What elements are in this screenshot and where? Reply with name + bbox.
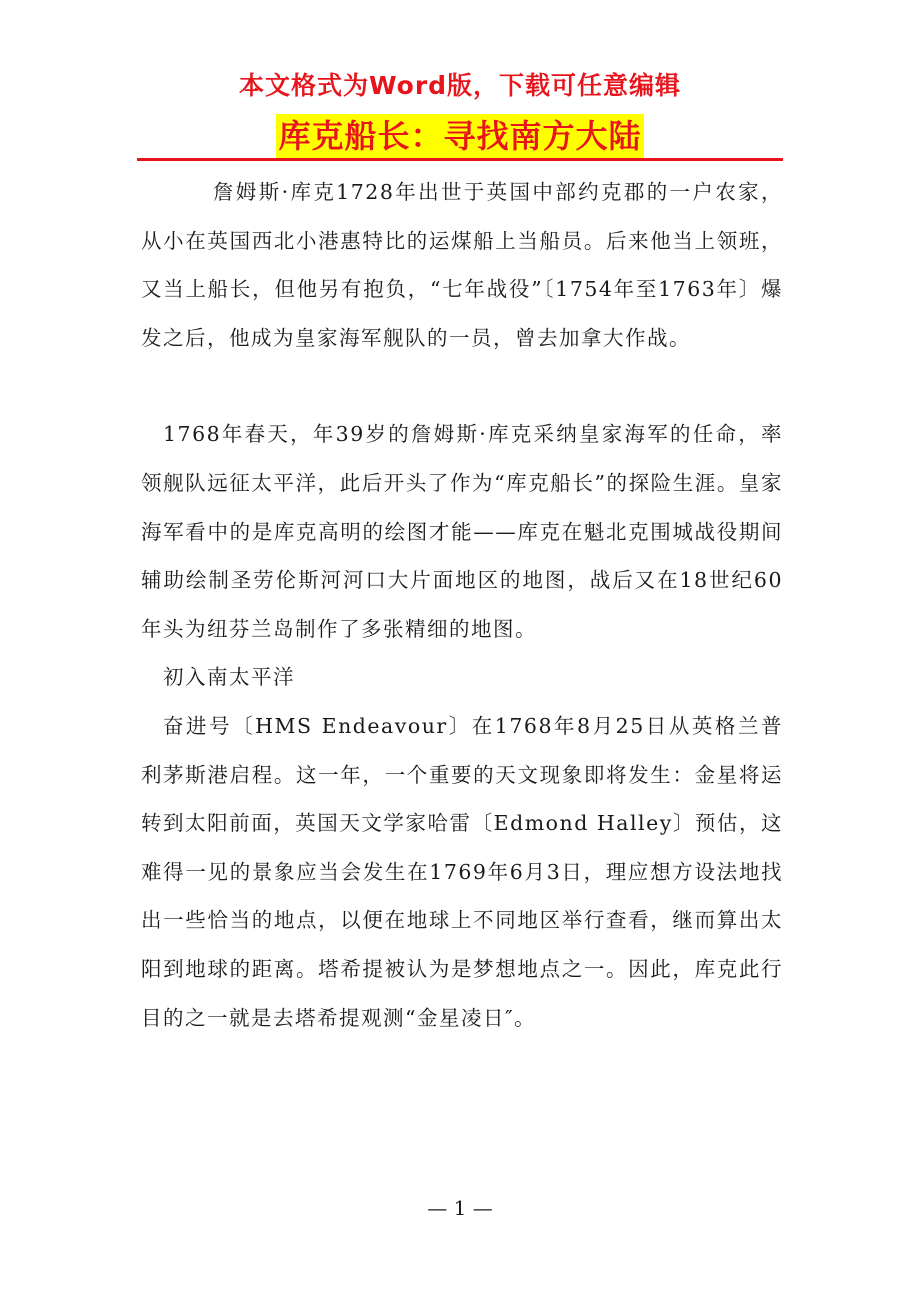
document-body <box>141 168 783 1042</box>
format-banner: 本文格式为Word版，下载可任意编辑 <box>238 71 682 100</box>
document-title: 库克船长：寻找南方大陆 <box>276 114 643 158</box>
title-divider <box>137 158 783 161</box>
section-heading: 初入南太平洋 <box>163 665 295 690</box>
paragraph-endeavour: 奋进号〔HMS Endeavour〕在1768年8月25日从英格兰普利茅斯港启程。这一年，一个重要的天文现象即将发生：金星将运转到太阳前面，英国天文学家哈雷〔Edmond Halley〕预估，这难得一见的景象应当会发生在1769年6月3日，理应想方设法地找出一些恰当的地点，以便在地球上不同地区举行查看，继而算出太阳到地球的距离。塔希提被认为是梦想地点之一。因此，库克此行目的之一就是去塔希提观测“金星凌日″。 <box>141 713 783 1030</box>
title-container <box>0 114 920 158</box>
page-number: — 1 — <box>427 1196 493 1220</box>
paragraph-intro: 詹姆斯·库克1728年出世于英国中部约克郡的一户农家，从小在英国西北小港惠特比的运煤船上当船员。后来他当上领班，又当上船长，但他另有抱负，“七年战役”〔1754年至1763年〕爆发之后，他成为皇家海军舰队的一员，曾去加拿大作战。 <box>141 180 783 350</box>
paragraph-gap <box>141 362 783 410</box>
paragraph-voyage: 1768年春天，年39岁的詹姆斯·库克采纳皇家海军的任命，率领舰队远征太平洋，此后开头了作为“库克船长”的探险生涯。皇家海军看中的是库克高明的绘图才能——库克在魁北克围城战役期间辅助绘制圣劳伦斯河河口大片面地区的地图，战后又在18世纪60年头为纽芬兰岛制作了多张精细的地图。 <box>141 422 783 641</box>
